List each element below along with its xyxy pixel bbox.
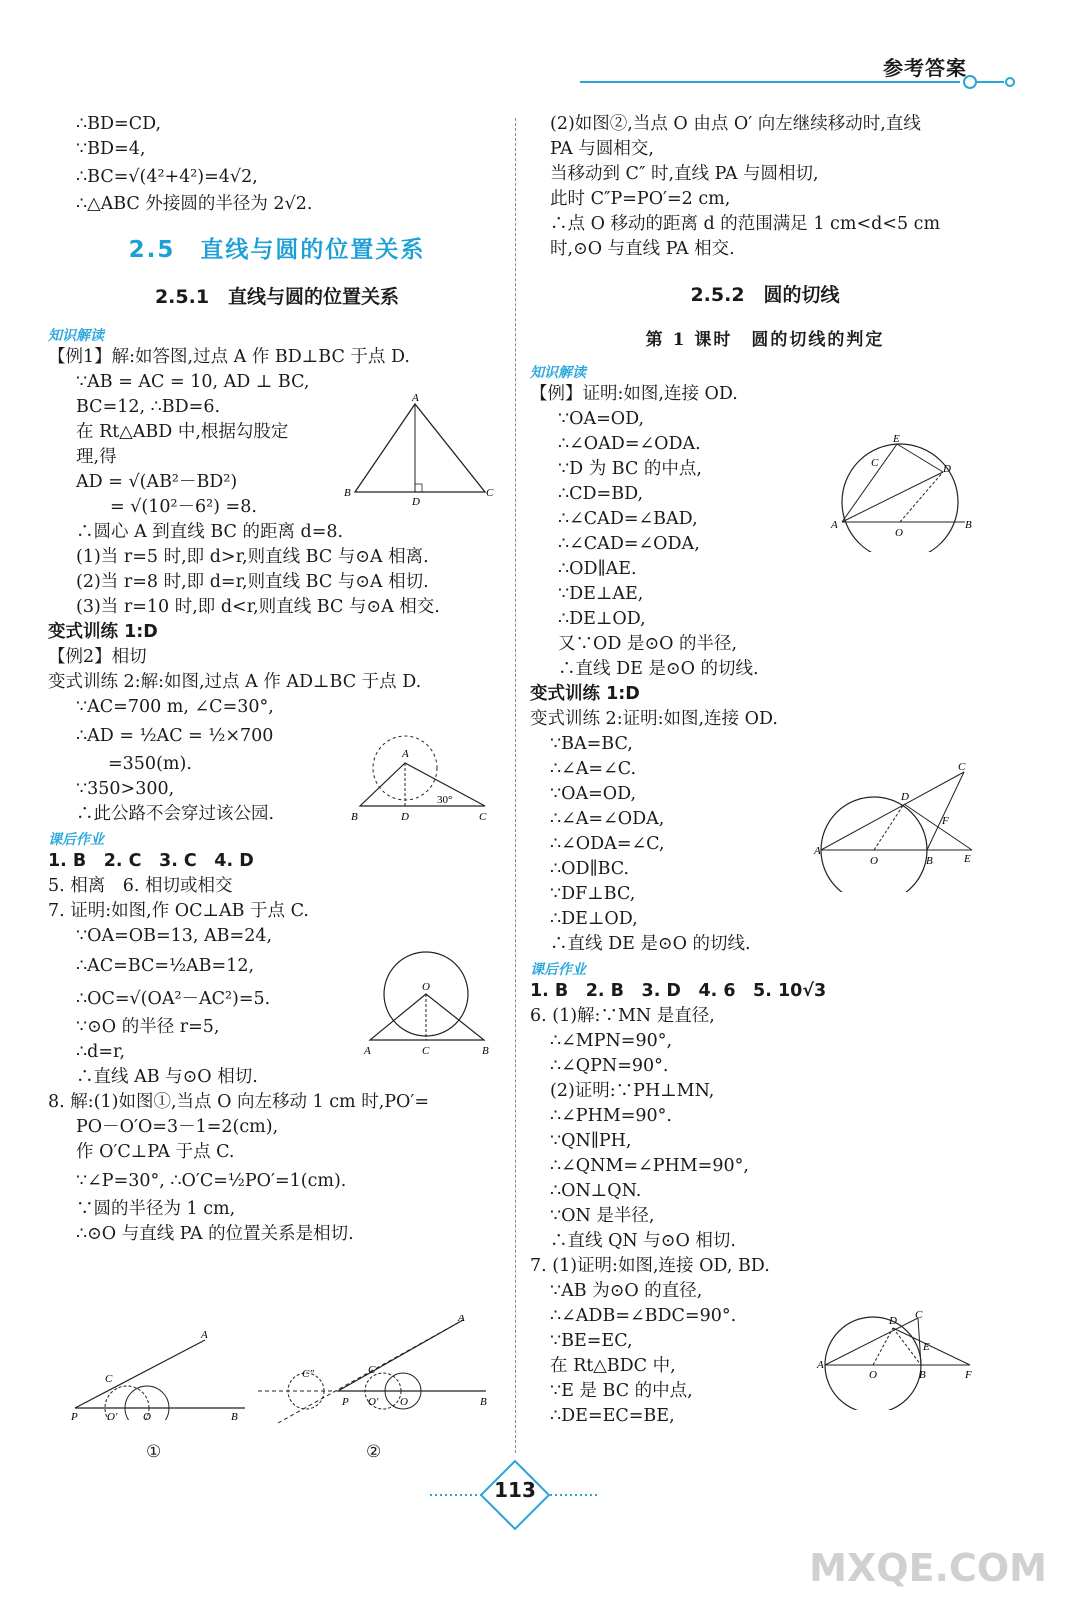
text-line: ∴直线 AB 与⊙O 相切.	[76, 1067, 258, 1087]
text-line: = √(10²－6²) =8.	[110, 497, 257, 517]
text-line: 8. 解:(1)如图①,当点 O 向左移动 1 cm 时,PO′=	[48, 1092, 430, 1112]
text-line: 【例2】相切	[48, 647, 147, 667]
text-line: ∴直线 QN 与⊙O 相切.	[550, 1231, 736, 1251]
svg-text:A: A	[402, 748, 409, 760]
text-line: ∵⊙O 的半径 r=5,	[76, 1017, 220, 1037]
svg-text:B: B	[351, 811, 358, 823]
text-line: ∵OA=OD,	[550, 784, 637, 804]
text-line: ∵E 是 BC 的中点,	[550, 1381, 693, 1401]
text-line: 又∵OD 是⊙O 的半径,	[558, 634, 738, 654]
text-line: (3)当 r=10 时,即 d<r,则直线 BC 与⊙A 相交.	[76, 597, 440, 617]
text-line: ∵AB 为⊙O 的直径,	[550, 1281, 703, 1301]
text-line: ∴∠OAD=∠ODA.	[558, 434, 701, 454]
text-line: ∴AD = ½AC = ½×700	[76, 726, 274, 746]
svg-text:F: F	[965, 1369, 972, 1381]
tag-knowledge: 知识解读	[48, 328, 104, 344]
svg-text:A: A	[412, 392, 419, 404]
svg-text:E: E	[964, 853, 971, 865]
text-line: ∴d=r,	[76, 1042, 126, 1062]
text-line: 理,得	[76, 447, 117, 467]
text-line: AD = √(AB²－BD²)	[76, 472, 238, 492]
text-line: ∵OA=OD,	[558, 409, 645, 429]
svg-text:C: C	[486, 487, 494, 499]
tag-knowledge: 知识解读	[530, 365, 586, 381]
svg-text:A: A	[831, 519, 838, 531]
figure-1	[65, 1320, 255, 1420]
left-column	[48, 112, 506, 1247]
svg-text:B: B	[919, 1369, 926, 1381]
svg-text:O: O	[143, 1411, 151, 1420]
figure-circle-tangent	[360, 950, 500, 1060]
text-line: ∴∠MPN=90°,	[550, 1031, 673, 1051]
svg-text:C: C	[915, 1310, 923, 1321]
svg-text:O: O	[400, 1396, 408, 1408]
text-line: ∴OD∥BC.	[550, 859, 630, 879]
svg-text:D: D	[412, 496, 420, 508]
text-line: ∵圆的半径为 1 cm,	[76, 1199, 236, 1219]
svg-text:O′: O′	[107, 1411, 118, 1420]
svg-text:B: B	[965, 519, 972, 531]
text-line: PA 与圆相交,	[550, 139, 654, 159]
text-line: 变式训练 2:证明:如图,连接 OD.	[530, 709, 778, 729]
text-line: ∴AC=BC=½AB=12,	[76, 956, 255, 976]
text-line: ∵QN∥PH,	[550, 1131, 632, 1151]
text-line: ∴⊙O 与直线 PA 的位置关系是相切.	[76, 1224, 354, 1244]
svg-text:O: O	[870, 855, 878, 867]
figure-2	[258, 1315, 498, 1435]
svg-text:D: D	[889, 1315, 897, 1327]
svg-text:A: A	[817, 1359, 824, 1371]
text-line: ∴∠CAD=∠ODA,	[558, 534, 700, 554]
text-line: ∵350>300,	[76, 779, 175, 799]
svg-text:D: D	[401, 811, 409, 823]
tag-homework: 课后作业	[48, 832, 104, 848]
text-line: 6. (1)解:∵MN 是直径,	[530, 1006, 715, 1026]
text-line: BC=12, ∴BD=6.	[76, 397, 221, 417]
text-line: 作 O′C⊥PA 于点 C.	[76, 1142, 235, 1162]
text-line: ∴∠ADB=∠BDC=90°.	[550, 1306, 737, 1326]
svg-text:C: C	[422, 1045, 430, 1057]
text-line: ∵OA=OB=13, AB=24,	[76, 926, 273, 946]
svg-text:B: B	[926, 855, 933, 867]
text-line: ∴DE⊥OD,	[550, 909, 638, 929]
text-line: 1. B 2. C 3. C 4. D	[48, 851, 254, 871]
section-title: 2.5 直线与圆的位置关系	[128, 237, 426, 263]
figure-tangent-def	[815, 1310, 980, 1410]
text-line: ∵AB = AC = 10, AD ⊥ BC,	[76, 372, 310, 392]
text-line: ∵BE=EC,	[550, 1331, 633, 1351]
watermark: MXQE.COM	[809, 1546, 1047, 1590]
text-line: 变式训练 1:D	[530, 684, 640, 704]
text-line: ∴OC=√(OA²－AC²)=5.	[76, 989, 271, 1009]
text-line: 1. B 2. B 3. D 4. 6 5. 10√3	[530, 981, 827, 1001]
svg-text:B: B	[482, 1045, 489, 1057]
text-line: 在 Rt△BDC 中,	[550, 1356, 676, 1376]
text-line: ∵D 为 BC 的中点,	[558, 459, 702, 479]
svg-text:C: C	[958, 762, 966, 773]
svg-text:E: E	[923, 1341, 930, 1353]
header-decoration	[580, 72, 1020, 92]
text-line: 在 Rt△ABD 中,根据勾股定	[76, 422, 289, 442]
subsection-title: 2.5.2 圆的切线	[690, 284, 840, 306]
svg-text:C: C	[479, 811, 487, 823]
text-line: ∴∠ODA=∠C,	[550, 834, 665, 854]
tag-homework: 课后作业	[530, 962, 586, 978]
text-line: 当移动到 C″ 时,直线 PA 与圆相切,	[550, 164, 819, 184]
text-line: ∵AC=700 m, ∠C=30°,	[76, 697, 274, 717]
svg-text:O: O	[895, 527, 903, 539]
column-divider	[515, 118, 516, 1453]
text-line: ∴∠QPN=90°.	[550, 1056, 669, 1076]
text-line: 时,⊙O 与直线 PA 相交.	[550, 239, 735, 259]
svg-text:B: B	[231, 1411, 238, 1420]
text-line: 5. 相离 6. 相切或相交	[48, 876, 233, 896]
text-line: (1)当 r=5 时,即 d>r,则直线 BC 与⊙A 相离.	[76, 547, 429, 567]
text-line: ∴直线 DE 是⊙O 的切线.	[558, 659, 759, 679]
page-number: 113	[494, 1478, 536, 1502]
figure-triangle-abc	[340, 392, 500, 512]
text-line: ∴∠CAD=∠BAD,	[558, 509, 698, 529]
svg-text:C: C	[368, 1364, 376, 1376]
header-label: 参考答案	[883, 56, 967, 80]
text-line: PO－O′O=3－1=2(cm),	[76, 1117, 279, 1137]
svg-text:O′: O′	[368, 1396, 379, 1408]
figure-tangent-de	[825, 432, 985, 552]
svg-text:O: O	[422, 981, 430, 993]
svg-text:F: F	[942, 815, 949, 827]
figure-park-road	[345, 728, 495, 828]
svg-text:B: B	[480, 1396, 487, 1408]
svg-text:A: A	[364, 1045, 371, 1057]
figure-tangent-df	[812, 762, 982, 892]
svg-text:A: A	[814, 845, 821, 857]
svg-text:O: O	[869, 1369, 877, 1381]
text-line: ∵ON 是半径,	[550, 1206, 655, 1226]
text-line: 【例1】解:如答图,过点 A 作 BD⊥BC 于点 D.	[48, 347, 410, 367]
text-line: ∴∠QNM=∠PHM=90°,	[550, 1156, 749, 1176]
text-line: ∵DF⊥BC,	[550, 884, 636, 904]
text-line: ∴ON⊥QN.	[550, 1181, 642, 1201]
text-line: ∴∠A=∠ODA,	[550, 809, 665, 829]
text-line: ∴DE⊥OD,	[558, 609, 646, 629]
text-line: ∵BD=4,	[76, 139, 146, 159]
text-line: ∴CD=BD,	[558, 484, 644, 504]
figure-1-label: ①	[146, 1442, 162, 1462]
svg-text:A: A	[201, 1329, 208, 1341]
text-line: ∴DE=EC=BE,	[550, 1406, 675, 1426]
text-line: ∵DE⊥AE,	[558, 584, 644, 604]
text-line: ∴BC=√(4²+4²)=4√2,	[76, 167, 258, 187]
figure-2-label: ②	[366, 1442, 382, 1462]
text-line: (2)证明:∵PH⊥MN,	[550, 1081, 715, 1101]
text-line: (2)如图②,当点 O 由点 O′ 向左继续移动时,直线	[550, 114, 921, 134]
svg-text:P: P	[342, 1396, 349, 1408]
svg-text:B: B	[344, 487, 351, 499]
text-line: 7. (1)证明:如图,连接 OD, BD.	[530, 1256, 770, 1276]
subsection-title: 2.5.1 直线与圆的位置关系	[154, 286, 400, 308]
text-line: ∴圆心 A 到直线 BC 的距离 d=8.	[76, 522, 344, 542]
text-line: 【例】证明:如图,连接 OD.	[530, 384, 738, 404]
svg-text:A: A	[458, 1315, 465, 1324]
text-line: ∴点 O 移动的距离 d 的范围满足 1 cm<d<5 cm	[550, 214, 941, 234]
text-line: ∴BD=CD,	[76, 114, 162, 134]
svg-text:C: C	[105, 1373, 113, 1385]
text-line: 变式训练 2:解:如图,过点 A 作 AD⊥BC 于点 D.	[48, 672, 422, 692]
text-line: 变式训练 1:D	[48, 622, 158, 642]
svg-text:D: D	[901, 791, 909, 803]
svg-text:30°: 30°	[437, 794, 453, 806]
text-line: =350(m).	[108, 754, 192, 774]
text-line: ∵BA=BC,	[550, 734, 633, 754]
text-line: ∴OD∥AE.	[558, 559, 637, 579]
text-line: ∴此公路不会穿过该公园.	[76, 804, 275, 824]
text-line: ∵∠P=30°, ∴O′C=½PO′=1(cm).	[76, 1171, 347, 1191]
svg-text:D: D	[943, 463, 951, 475]
text-line: (2)当 r=8 时,即 d=r,则直线 BC 与⊙A 相切.	[76, 572, 429, 592]
text-line: 7. 证明:如图,作 OC⊥AB 于点 C.	[48, 901, 309, 921]
text-line: ∴∠PHM=90°.	[550, 1106, 672, 1126]
svg-text:E: E	[893, 433, 900, 445]
text-line: 此时 C″P=PO′=2 cm,	[550, 189, 731, 209]
text-line: ∴△ABC 外接圆的半径为 2√2.	[76, 194, 313, 214]
text-line: ∴直线 DE 是⊙O 的切线.	[550, 934, 751, 954]
svg-text:P: P	[71, 1411, 78, 1420]
lesson-title: 第 1 课时 圆的切线的判定	[645, 330, 885, 350]
svg-text:C: C	[871, 457, 879, 469]
svg-text:C″: C″	[302, 1368, 314, 1380]
text-line: ∴∠A=∠C.	[550, 759, 637, 779]
